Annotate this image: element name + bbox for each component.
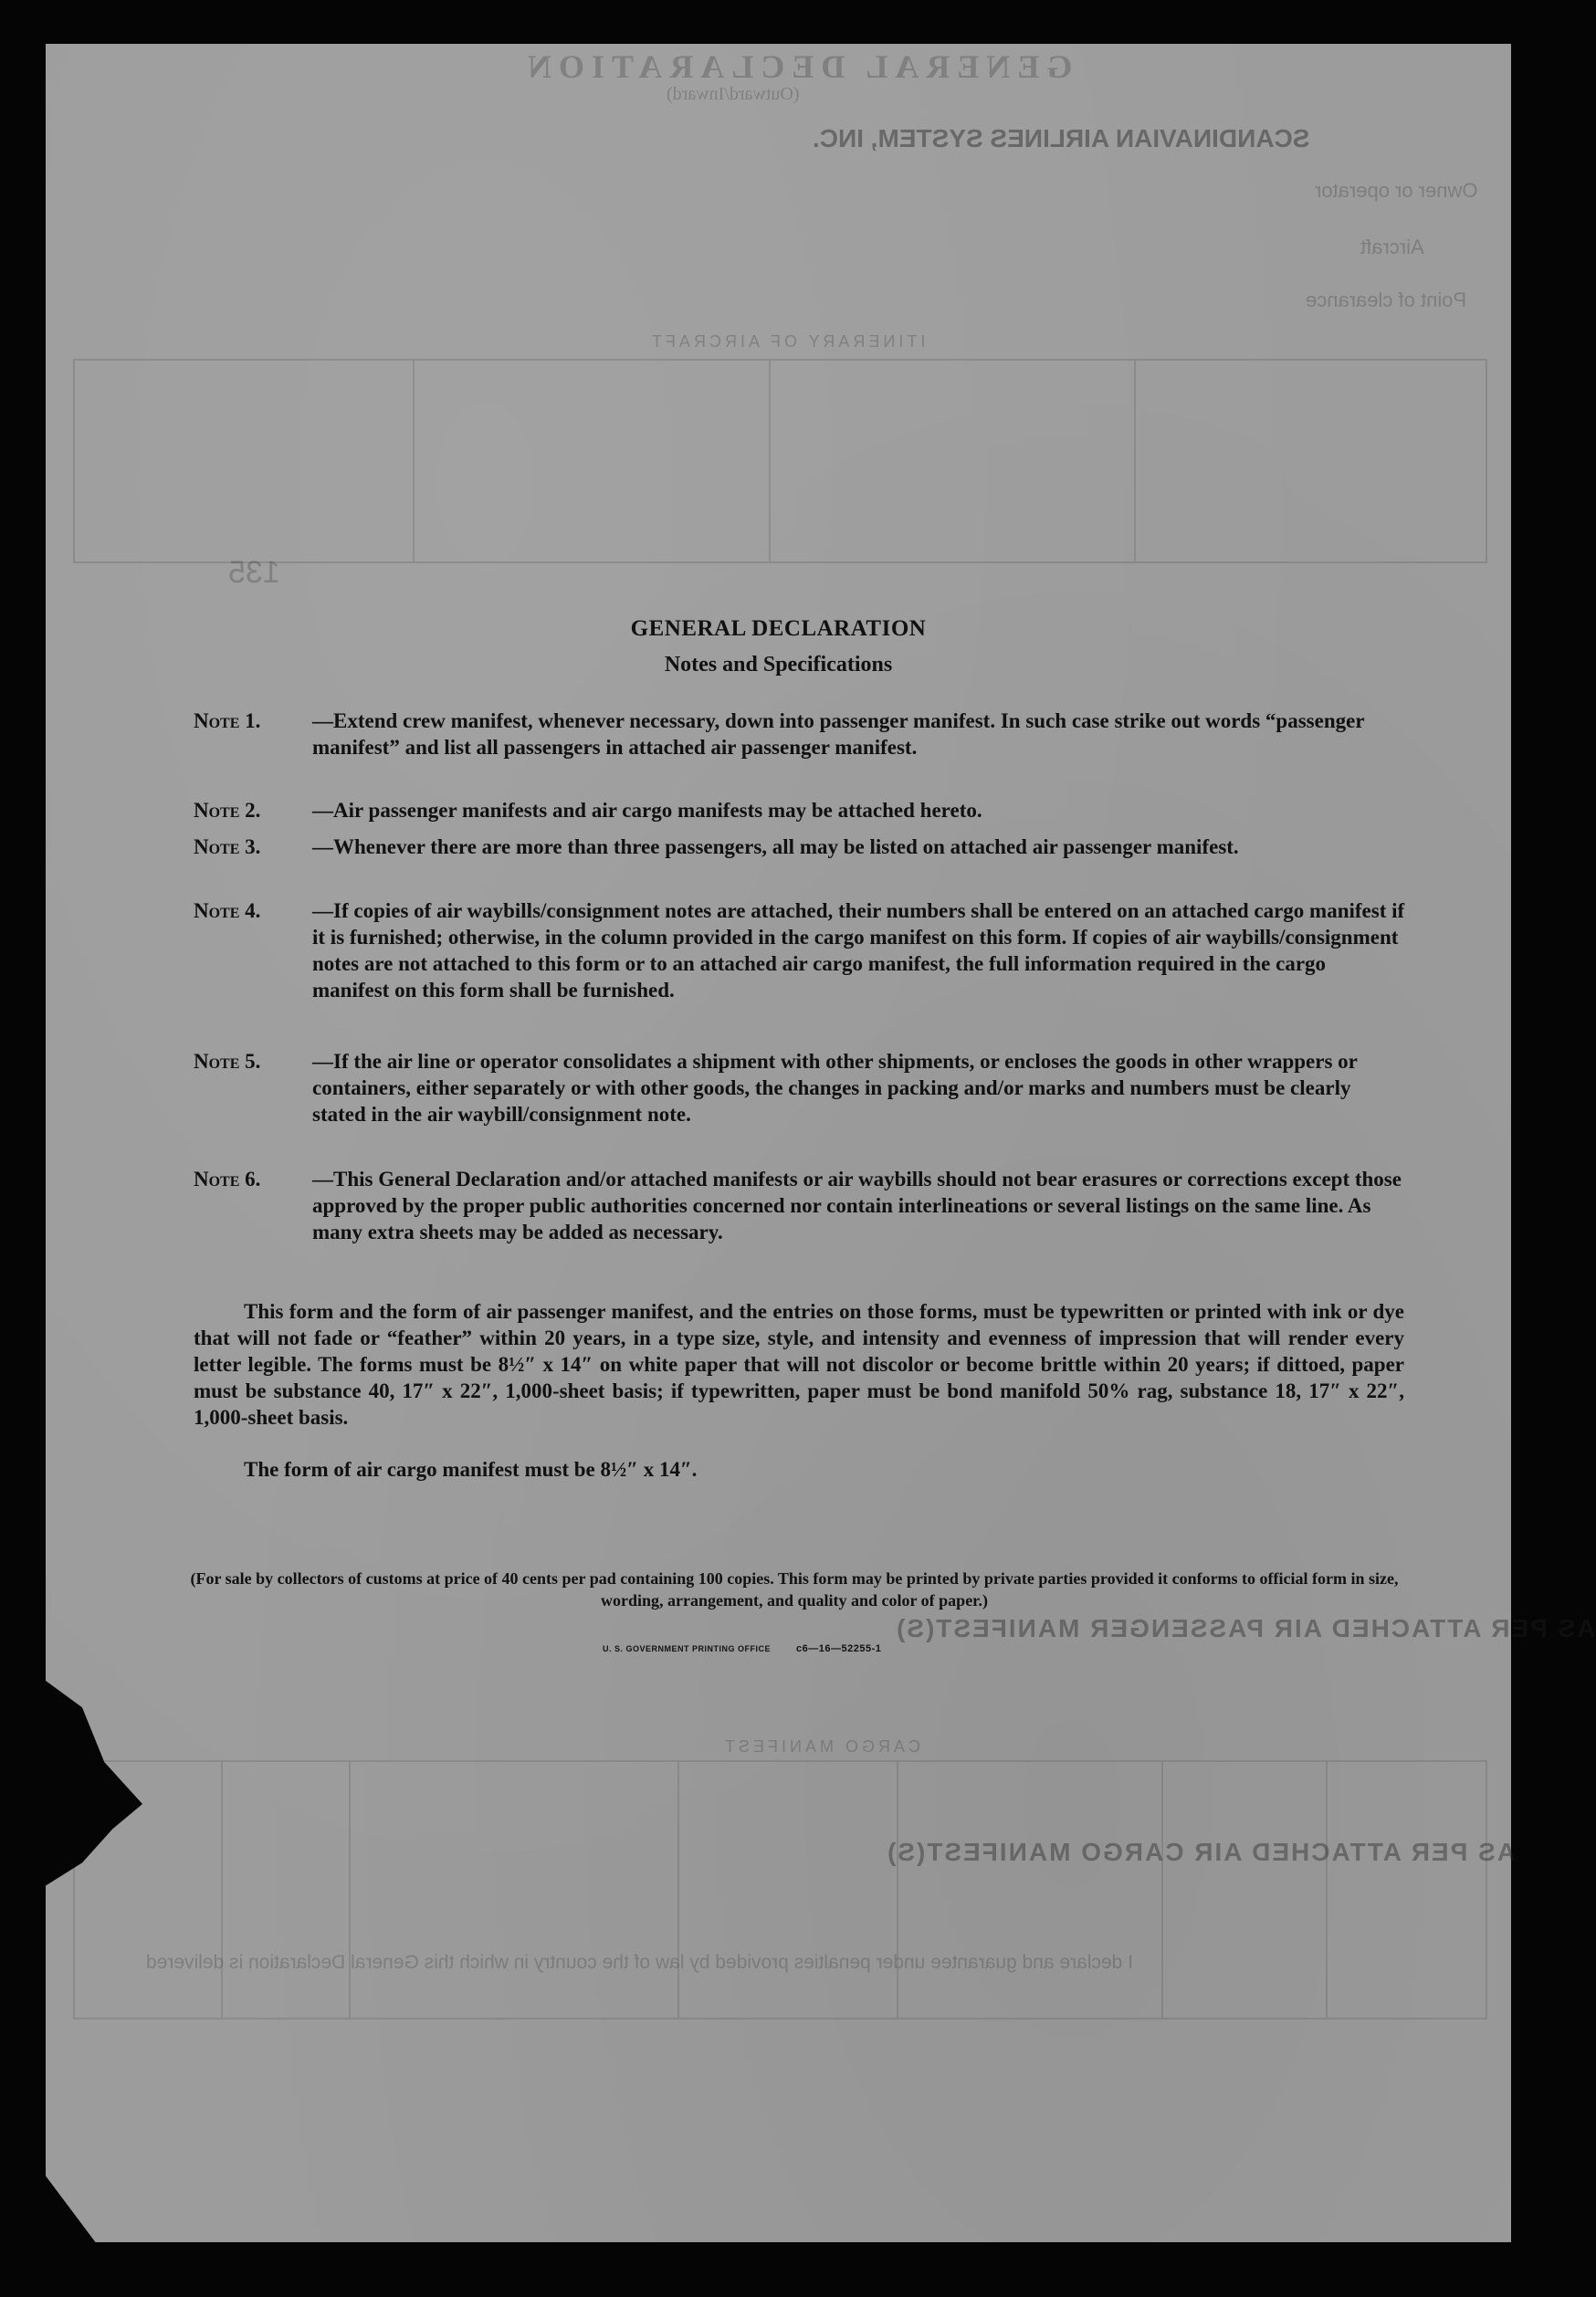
- note-label: Note 5.: [194, 1050, 261, 1073]
- show-through-airline: SCANDINAVIAN AIRLINES SYSTEM, INC.: [813, 124, 1310, 152]
- note-label: Note 2.: [194, 799, 261, 822]
- note-3: [194, 834, 1408, 860]
- show-through-aircraft: Aircraft: [1360, 236, 1424, 258]
- note-label: Note 6.: [194, 1168, 261, 1190]
- printer-imprint: [603, 1643, 881, 1654]
- show-through-point: Point of clearance: [1306, 288, 1467, 311]
- show-through-title: GENERAL DECLARATION: [520, 48, 1073, 85]
- show-through-cargo-manifest: CARGO MANIFEST: [721, 1737, 921, 1756]
- page-title: GENERAL DECLARATION: [630, 616, 927, 641]
- note-4: [194, 897, 1408, 1003]
- show-through-owner: Owner or operator: [1315, 179, 1478, 202]
- note-text: —If copies of air waybills/consignment notes are attached, their numbers shall be entered on an attached cargo manifest if it is furnished; otherwise, in the column provided in the cargo manifest on this form. If copies of air waybills/consignment notes are not attached to this form or to an attached air cargo manifest, the full information required in the cargo manifest on this form shall be furnished.: [312, 899, 1405, 1002]
- show-through-number: 135: [228, 555, 280, 590]
- note-label: Note 3.: [194, 835, 261, 858]
- note-text: —This General Declaration and/or attached manifests or air waybills should not bear erasures or corrections except those approved by the proper public authorities concerned nor contain interlineations or several listings on the same line. As many extra sheets may be added as necessary.: [312, 1168, 1402, 1243]
- note-text: —Air passenger manifests and air cargo manifests may be attached hereto.: [312, 799, 982, 822]
- show-through-itinerary: ITINERARY OF AIRCRAFT: [648, 332, 926, 351]
- cargo-size-spec: The form of air cargo manifest must be 8½″ x 14″.: [244, 1458, 698, 1481]
- show-through-cargo-stamp: AS PER ATTACHED AIR CARGO MANIFEST(S): [886, 1838, 1516, 1866]
- document-page: [46, 44, 1596, 2242]
- document-content: [46, 44, 1511, 2242]
- note-label: Note 4.: [194, 899, 261, 922]
- show-through-declaration: I declare and guarantee under penalties provided by law of the country in which this General Declaration is delivered: [146, 1952, 1133, 1973]
- note-text: —If the air line or operator consolidates a shipment with other shipments, or encloses the goods in other wrappers or containers, either separately or with other goods, the changes in packing and/or marks and numbers must be clearly stated in the air waybill/consignment note.: [312, 1050, 1358, 1126]
- note-2: [194, 797, 1408, 823]
- note-label: Note 1.: [194, 709, 261, 732]
- note-6: [194, 1166, 1408, 1245]
- show-through-passenger-stamp: AS PER ATTACHED AIR PASSENGER MANIFEST(S): [895, 1614, 1596, 1642]
- note-text: —Whenever there are more than three passengers, all may be listed on attached air passenger manifest.: [312, 835, 1239, 858]
- form-spec-paragraph: This form and the form of air passenger manifest, and the entries on those forms, must be typewritten or printed with ink or dye that will not fade or “feather” within 20 years, in a type size, style, and intensity and evenness of impression that will render every letter legible. The forms must be 8½″ x 14″ on white paper that will not discolor or become brittle within 20 years; if dittoed, paper must be substance 40, 17″ x 22″, 1,000-sheet basis; if typewritten, paper must be bond manifold 50% rag, substance 18, 17″ x 22″, 1,000-sheet basis.: [194, 1300, 1404, 1429]
- printer-office: U. S. GOVERNMENT PRINTING OFFICE: [603, 1644, 772, 1653]
- note-1: [194, 708, 1408, 760]
- page-subtitle: Notes and Specifications: [664, 653, 893, 677]
- sale-notice: (For sale by collectors of customs at price of 40 cents per pad containing 100 copies. This form may be printed by private parties provided it conforms to official form in size, wording, arrangement, and quality and color of paper.): [190, 1569, 1399, 1610]
- note-5: [194, 1048, 1408, 1128]
- printer-code: c6—16—52255-1: [796, 1643, 882, 1654]
- show-through-subtitle: (Outward/Inward): [667, 84, 800, 104]
- note-text: —Extend crew manifest, whenever necessary, down into passenger manifest. In such case strike out words “passenger manifest” and list all passengers in attached air passenger manifest.: [312, 709, 1365, 759]
